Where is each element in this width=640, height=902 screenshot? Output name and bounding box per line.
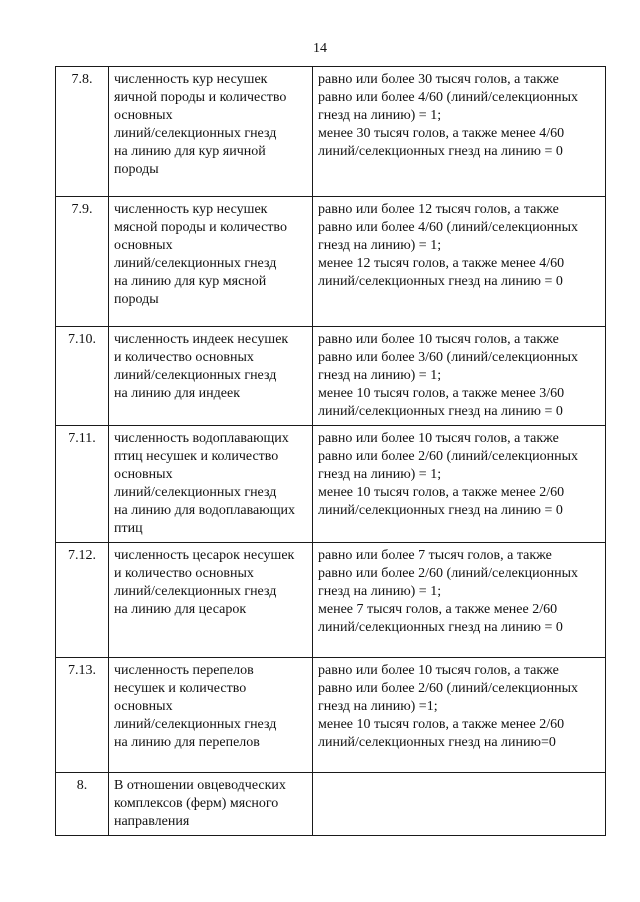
table-row	[56, 773, 606, 836]
text-line: основных	[114, 108, 173, 123]
text-line: численность индеек несушек	[114, 332, 289, 347]
text-line: гнезд на линию) = 1;	[318, 467, 442, 482]
text-line: равно или более 12 тысяч голов, а также	[318, 202, 559, 217]
text-line: равно или более 10 тысяч голов, а также	[318, 431, 559, 446]
text-line: менее 7 тысяч голов, а также менее 2/60	[318, 602, 558, 617]
text-line: равно или более 3/60 (линий/селекционных	[318, 350, 579, 365]
text-line: равно или более 30 тысяч голов, а также	[318, 72, 559, 87]
text-line: менее 10 тысяч голов, а также менее 2/60	[318, 485, 565, 500]
row-number: 7.11.	[56, 426, 109, 543]
text-line: линий/селекционных гнезд	[114, 584, 277, 599]
text-line: комплексов (ферм) мясного	[114, 796, 279, 811]
criterion-value	[313, 426, 606, 543]
text-line: основных	[114, 238, 173, 253]
text-line: линий/селекционных гнезд	[114, 368, 277, 383]
criterion-name	[109, 197, 313, 327]
table-row	[56, 426, 606, 543]
text-line: В отношении овцеводческих	[114, 778, 286, 793]
text-line: менее 30 тысяч голов, а также менее 4/60	[318, 126, 565, 141]
criterion-value	[313, 658, 606, 773]
text-line: равно или более 2/60 (линий/селекционных	[318, 681, 579, 696]
row-number: 8.	[56, 773, 109, 836]
text-line: гнезд на линию) =1;	[318, 699, 438, 714]
text-line: на линию для кур яичной	[114, 144, 266, 159]
criterion-name	[109, 327, 313, 426]
row-number: 7.8.	[56, 67, 109, 197]
text-line: равно или более 2/60 (линий/селекционных	[318, 566, 579, 581]
text-line: направления	[114, 814, 190, 829]
text-line: на линию для индеек	[114, 386, 241, 401]
text-line: яичной породы и количество	[114, 90, 287, 105]
criterion-name	[109, 543, 313, 658]
text-line: численность кур несушек	[114, 72, 268, 87]
text-line: на линию для кур мясной	[114, 274, 267, 289]
text-line: гнезд на линию) = 1;	[318, 238, 442, 253]
text-line: линий/селекционных гнезд на линию = 0	[318, 274, 563, 289]
row-number: 7.13.	[56, 658, 109, 773]
text-line: равно или более 10 тысяч голов, а также	[318, 332, 559, 347]
criterion-name	[109, 773, 313, 836]
text-line: равно или более 10 тысяч голов, а также	[318, 663, 559, 678]
text-line: на линию для перепелов	[114, 735, 260, 750]
text-line: и количество основных	[114, 566, 254, 581]
criterion-value	[313, 773, 606, 836]
table-row	[56, 67, 606, 197]
text-line: линий/селекционных гнезд на линию = 0	[318, 620, 563, 635]
row-number: 7.9.	[56, 197, 109, 327]
text-line: птиц	[114, 521, 143, 536]
text-line: гнезд на линию) = 1;	[318, 368, 442, 383]
page-number: 14	[313, 41, 327, 56]
row-number: 7.12.	[56, 543, 109, 658]
criterion-value	[313, 197, 606, 327]
table-row	[56, 658, 606, 773]
text-line: менее 10 тысяч голов, а также менее 3/60	[318, 386, 565, 401]
criteria-table	[55, 66, 606, 836]
text-line: менее 10 тысяч голов, а также менее 2/60	[318, 717, 565, 732]
criterion-name	[109, 426, 313, 543]
criterion-value	[313, 327, 606, 426]
text-line: на линию для водоплавающих	[114, 503, 295, 518]
text-line: равно или более 7 тысяч голов, а также	[318, 548, 552, 563]
text-line: и количество основных	[114, 350, 254, 365]
text-line: линий/селекционных гнезд	[114, 485, 277, 500]
text-line: линий/селекционных гнезд на линию=0	[318, 735, 556, 750]
text-line: линий/селекционных гнезд на линию = 0	[318, 503, 563, 518]
text-line: на линию для цесарок	[114, 602, 247, 617]
text-line: гнезд на линию) = 1;	[318, 108, 442, 123]
text-line: линий/селекционных гнезд	[114, 126, 277, 141]
row-number: 7.10.	[56, 327, 109, 426]
text-line: основных	[114, 467, 173, 482]
text-line: численность кур несушек	[114, 202, 268, 217]
text-line: равно или более 4/60 (линий/селекционных	[318, 220, 579, 235]
text-line: равно или более 2/60 (линий/селекционных	[318, 449, 579, 464]
table-row	[56, 327, 606, 426]
text-line: мясной породы и количество	[114, 220, 287, 235]
text-line: менее 12 тысяч голов, а также менее 4/60	[318, 256, 565, 271]
text-line: линий/селекционных гнезд на линию = 0	[318, 404, 563, 419]
text-line: птиц несушек и количество	[114, 449, 279, 464]
text-line: породы	[114, 162, 159, 177]
text-line: линий/селекционных гнезд	[114, 717, 277, 732]
criterion-value	[313, 543, 606, 658]
text-line: линий/селекционных гнезд	[114, 256, 277, 271]
text-line: численность перепелов	[114, 663, 254, 678]
table-row	[56, 197, 606, 327]
text-line: породы	[114, 292, 159, 307]
text-line: численность цесарок несушек	[114, 548, 295, 563]
criterion-value	[313, 67, 606, 197]
criterion-name	[109, 658, 313, 773]
criterion-name	[109, 67, 313, 197]
text-line: равно или более 4/60 (линий/селекционных	[318, 90, 579, 105]
text-line: линий/селекционных гнезд на линию = 0	[318, 144, 563, 159]
text-line: несушек и количество	[114, 681, 247, 696]
text-line: гнезд на линию) = 1;	[318, 584, 442, 599]
table-row	[56, 543, 606, 658]
text-line: основных	[114, 699, 173, 714]
text-line: численность водоплавающих	[114, 431, 289, 446]
